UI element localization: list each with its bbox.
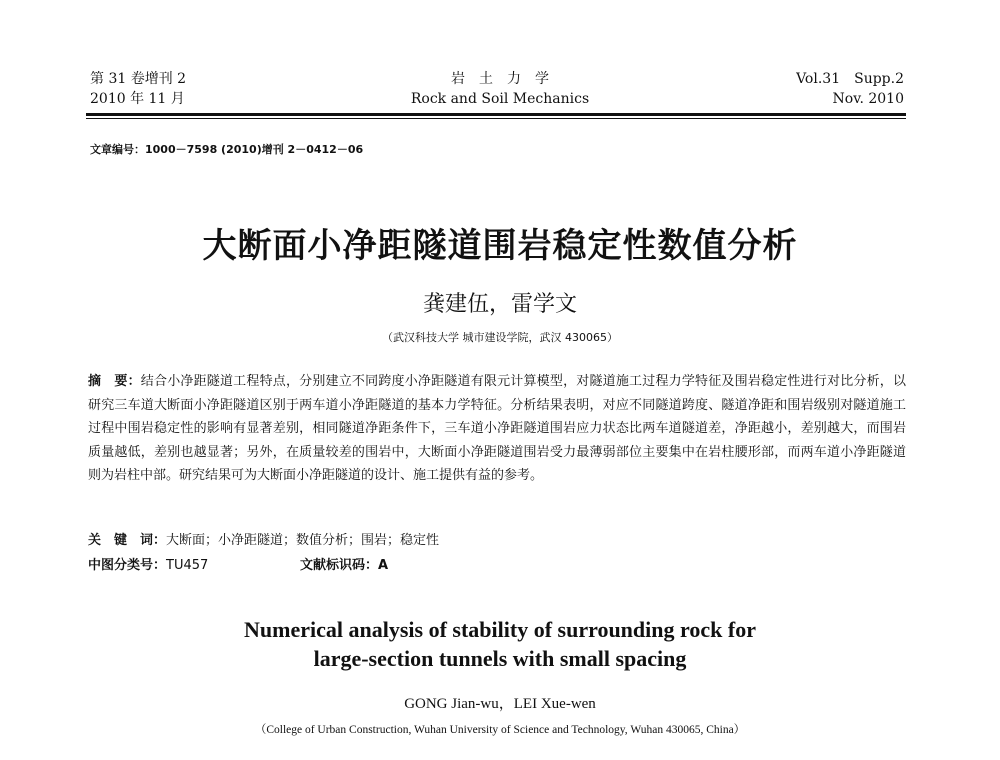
header-issue: 第 31 卷增刊 2	[90, 71, 187, 87]
abstract-label: 摘 要：	[88, 374, 141, 389]
title-cn: 大断面小净距隧道围岩稳定性数值分析	[202, 226, 798, 266]
header-journal-name-en: Rock and Soil Mechanics	[410, 91, 590, 107]
authors-cn: 龚建伍，雷学文	[422, 292, 577, 317]
affiliation-en: （College of Urban Construction, Wuhan University of Science and Technology, Wuhan 430065, China）	[254, 724, 746, 736]
header-volume: Vol.31 Supp.2	[796, 71, 904, 87]
header-rule-thick	[86, 113, 906, 116]
keywords-text: 大断面；小净距隧道；数值分析；围岩；稳定性	[166, 533, 440, 548]
header-journal-name-cn: 岩 土 力 学	[451, 71, 549, 87]
document-code	[300, 554, 388, 573]
article-number	[90, 141, 363, 157]
keywords	[88, 529, 439, 548]
keywords-label: 关 键 词：	[88, 533, 167, 548]
header-month: Nov. 2010	[832, 91, 904, 107]
clc-value: TU457	[166, 558, 209, 573]
article-number-label: 文章编号：	[90, 143, 145, 156]
document-code-label: 文献标识码：	[300, 558, 379, 573]
clc-label: 中图分类号：	[88, 558, 167, 573]
abstract-text: 结合小净距隧道工程特点，分别建立不同跨度小净距隧道有限元计算模型，对隧道施工过程力学特征及围岩稳定性进行对比分析，以研究三车道大断面小净距隧道区别于两车道小净距隧道的基本力学特征。分析结果表明，对应不同隧道跨度、隧道净距和围岩级别对隧道施工过程中围岩稳定性的影响有显著差别，相同隧道净距条件下，三车道小净距隧道围岩应力状态比两车道隧道差，净距越小，差别越大，而围岩质量越低，差别也越显著；另外，在质量较差的围岩中，大断面小净距隧道围岩受力最薄弱部位主要集中在岩柱腰形部，而两车道小净距隧道则为岩柱中部。研究结果可为大断面小净距隧道的设计、施工提供有益的参考。	[88, 374, 906, 483]
header-rule-thin	[86, 118, 906, 119]
abstract	[88, 370, 906, 488]
authors-en: GONG Jian-wu，LEI Xue-wen	[404, 696, 596, 712]
article-number-value: 1000－7598 (2010)增刊 2－0412－06	[145, 143, 364, 156]
clc-number	[88, 554, 208, 573]
title-en-line1: Numerical analysis of stability of surrounding rock for	[244, 617, 756, 642]
document-code-value: A	[378, 558, 389, 573]
header-date: 2010 年 11 月	[90, 91, 185, 107]
title-en-line2: large-section tunnels with small spacing	[313, 646, 687, 671]
affiliation-cn: （武汉科技大学 城市建设学院，武汉 430065）	[382, 331, 618, 344]
